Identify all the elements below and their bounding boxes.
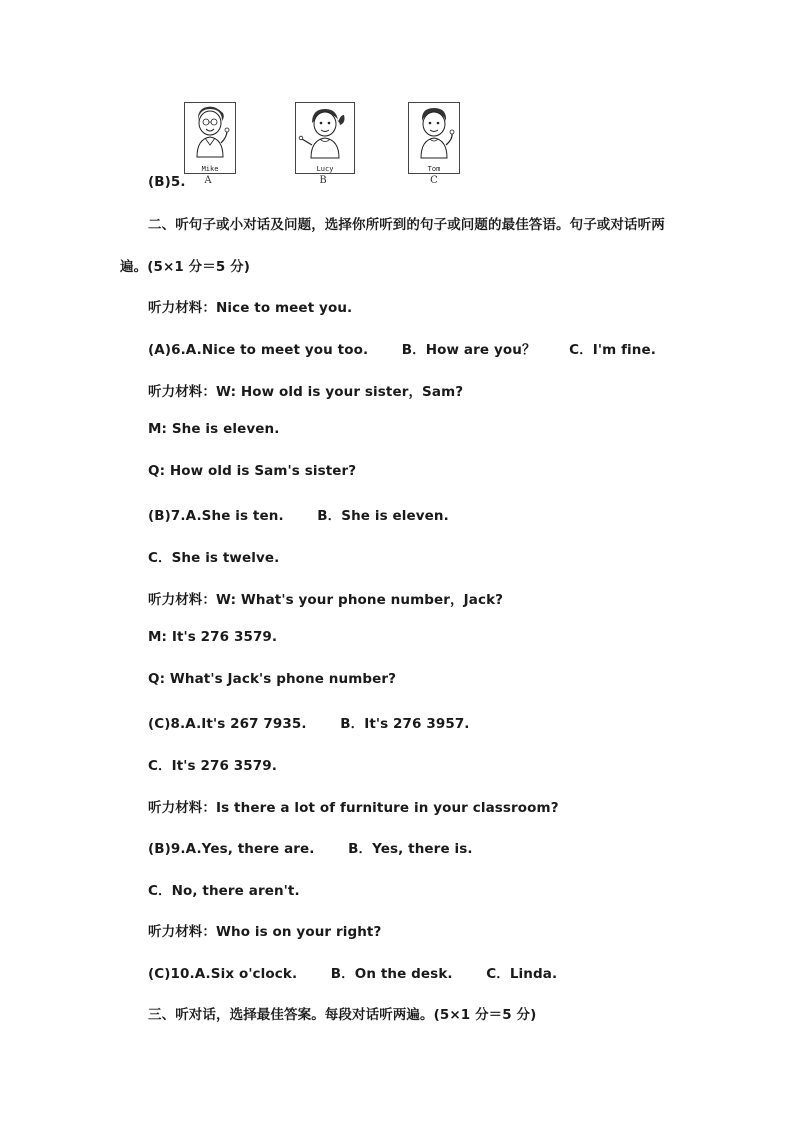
- question-8-material: 听力材料：W: What's your phone number，Jack?: [148, 592, 504, 608]
- question-8-dialogue-m: M: It's 276 3579.: [148, 629, 278, 645]
- question-9-option-c: C．No, there aren't.: [148, 883, 300, 899]
- question-9-material: 听力材料：Is there a lot of furniture in your classroom?: [148, 800, 559, 816]
- picture-name-label: Mike: [201, 165, 219, 173]
- question-7-options: (B)7.A.She is ten. B．She is eleven.: [148, 508, 449, 524]
- section-3-title: 三、听对话，选择最佳答案。每段对话听两遍。(5×1 分＝5 分): [148, 1007, 537, 1023]
- question-6-options: (A)6.A.Nice to meet you too. B．How are you？ C．I'm fine.: [148, 342, 656, 358]
- question-7-dialogue-m: M: She is eleven.: [148, 421, 280, 437]
- picture-mike: [184, 102, 236, 174]
- question-9-options: (B)9.A.Yes, there are. B．Yes, there is.: [148, 841, 473, 857]
- picture-lucy: [295, 102, 355, 174]
- question-7-option-c: C．She is twelve.: [148, 550, 280, 566]
- picture-tom: [408, 102, 460, 174]
- section-2-title: 二、听句子或小对话及问题，选择你所听到的句子或问题的最佳答语。句子或对话听两: [148, 217, 665, 233]
- picture-name-label: Lucy: [316, 165, 334, 173]
- question-7-question: Q: How old is Sam's sister?: [148, 463, 357, 479]
- question-5-answer: (B)5.: [148, 174, 186, 190]
- picture-letter-label: C: [430, 175, 438, 186]
- girl-with-ponytail-icon: [296, 103, 354, 165]
- question-8-question: Q: What's Jack's phone number?: [148, 671, 397, 687]
- picture-letter-label: B: [319, 175, 327, 186]
- section-2-title-continued: 遍。(5×1 分＝5 分): [120, 259, 251, 275]
- question-8-options: (C)8.A.It's 267 7935. B．It's 276 3957.: [148, 716, 470, 732]
- question-10-material: 听力材料：Who is on your right?: [148, 924, 382, 940]
- question-8-option-c: C．It's 276 3579.: [148, 758, 277, 774]
- boy-with-glasses-icon: [185, 103, 235, 165]
- question-6-material: 听力材料：Nice to meet you.: [148, 300, 353, 316]
- question-10-options: (C)10.A.Six o'clock. B．On the desk. C．Linda.: [148, 966, 558, 982]
- picture-name-label: Tom: [427, 165, 441, 173]
- question-7-material: 听力材料：W: How old is your sister，Sam?: [148, 384, 464, 400]
- boy-icon: [409, 103, 459, 165]
- picture-letter-label: A: [204, 175, 212, 186]
